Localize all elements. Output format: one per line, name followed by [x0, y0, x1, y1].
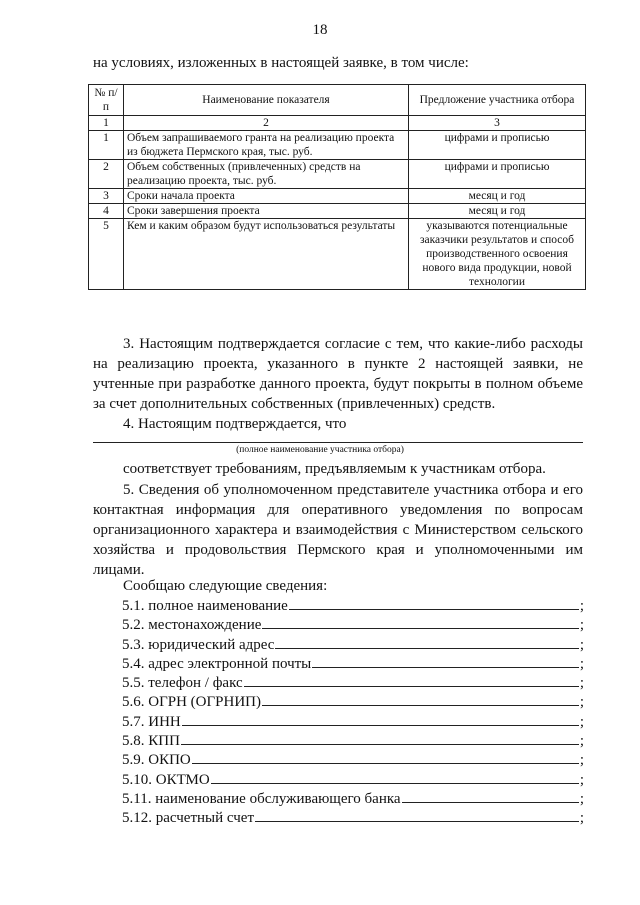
page-number: 18 [312, 22, 328, 38]
table-header-row [89, 85, 586, 116]
field-end: ; [579, 771, 584, 788]
field-inn[interactable] [122, 712, 584, 731]
field-email[interactable] [122, 654, 584, 673]
field-kpp[interactable] [122, 731, 584, 750]
field-line[interactable] [275, 635, 578, 649]
row-indicator: Объем собственных (привлеченных) средств на реализацию проекта, тыс. руб. [124, 160, 409, 189]
row-number: 5 [89, 219, 124, 290]
table-row [89, 160, 586, 189]
table-row [89, 219, 586, 290]
field-label: 5.6. ОГРН (ОГРНИП) [122, 694, 262, 711]
field-full-name[interactable] [122, 596, 584, 615]
field-end: ; [579, 617, 584, 634]
colnum-2: 2 [124, 116, 409, 131]
field-end: ; [579, 598, 584, 614]
participant-name-caption: (полное наименование участника отбора) [236, 445, 404, 455]
field-okpo[interactable] [122, 750, 584, 769]
paragraph-5: 5. Сведения об уполномоченном представителе участника отбора и его контактная информация для оперативного уведомления по вопросам организационного характера и взаимодействия с Министерством сельского хозяйства и продовольствия Пермского края и уполномоченными им лицами. [93, 482, 583, 578]
field-label: 5.5. телефон / факс [122, 675, 243, 692]
row-indicator: Сроки начала проекта [124, 189, 409, 204]
contact-fields [122, 596, 584, 828]
field-line[interactable] [262, 615, 578, 629]
field-legal-address[interactable] [122, 635, 584, 654]
row-proposal: месяц и год [409, 189, 586, 204]
field-line[interactable] [181, 731, 579, 745]
row-proposal: месяц и год [409, 204, 586, 219]
field-label: 5.7. ИНН [122, 713, 181, 730]
field-end: ; [579, 790, 584, 807]
field-line[interactable] [262, 692, 579, 706]
row-number: 2 [89, 160, 124, 189]
field-oktmo[interactable] [122, 770, 584, 789]
row-proposal: указываются потенциальные заказчики результатов и способ производственного освоения нового вида продукции, новой технологии [409, 219, 586, 290]
table-row [89, 204, 586, 219]
row-proposal: цифрами и прописью [409, 131, 586, 160]
field-end: ; [579, 675, 584, 692]
row-number: 4 [89, 204, 124, 219]
info-intro: Сообщаю следующие сведения: [123, 578, 328, 594]
field-end: ; [579, 694, 584, 711]
field-bank-name[interactable] [122, 789, 584, 808]
field-end: ; [579, 636, 584, 653]
field-line[interactable] [255, 808, 579, 822]
paragraph-4: 4. Настоящим подтверждается, что [123, 416, 347, 432]
field-ogrn[interactable] [122, 692, 584, 711]
field-line[interactable] [244, 673, 579, 687]
row-number: 3 [89, 189, 124, 204]
field-phone-fax[interactable] [122, 673, 584, 692]
field-line[interactable] [182, 712, 579, 726]
header-indicator: Наименование показателя [124, 85, 409, 116]
row-indicator: Сроки завершения проекта [124, 204, 409, 219]
field-end: ; [579, 655, 584, 672]
field-label: 5.2. местонахождение [122, 617, 262, 634]
indicators-table [88, 84, 586, 290]
header-proposal: Предложение участника отбора [409, 85, 586, 116]
table-row [89, 131, 586, 160]
field-end: ; [579, 810, 584, 827]
field-label: 5.11. наименование обслуживающего банка [122, 790, 401, 807]
field-end: ; [579, 713, 584, 730]
row-proposal: цифрами и прописью [409, 160, 586, 189]
header-number: № п/п [89, 85, 124, 116]
paragraph-4-continued: соответствует требованиям, предъявляемым к участникам отбора. [123, 461, 546, 477]
field-label: 5.12. расчетный счет [122, 810, 255, 827]
row-indicator: Кем и каким образом будут использоваться результаты [124, 219, 409, 290]
field-label: 5.4. адрес электронной почты [122, 655, 312, 672]
colnum-3: 3 [409, 116, 586, 131]
field-label: 5.3. юридический адрес [122, 636, 275, 653]
participant-name-line [93, 442, 583, 443]
field-line[interactable] [402, 789, 579, 803]
field-label: 5.9. ОКПО [122, 752, 191, 769]
field-line[interactable] [312, 654, 579, 668]
colnum-1: 1 [89, 116, 124, 131]
field-location[interactable] [122, 615, 584, 634]
row-indicator: Объем запрашиваемого гранта на реализацию проекта из бюджета Пермского края, тыс. руб. [124, 131, 409, 160]
field-account[interactable] [122, 808, 584, 827]
field-line[interactable] [289, 596, 579, 610]
table-colnum-row [89, 116, 586, 131]
field-end: ; [579, 752, 584, 769]
paragraph-3: 3. Настоящим подтверждается согласие с тем, что какие-либо расходы на реализацию проекта, указанного в пункте 2 настоящей заявки, не учтенные при разработке данного проекта, будут покрыты в полном объеме за счет дополнительных собственных (привлеченных) средств. [93, 336, 583, 412]
field-label: 5.1. полное наименование [122, 598, 288, 614]
field-line[interactable] [192, 750, 579, 764]
table-row [89, 189, 586, 204]
field-line[interactable] [211, 770, 579, 784]
row-number: 1 [89, 131, 124, 160]
field-label: 5.10. ОКТМО [122, 771, 210, 788]
field-end: ; [579, 733, 584, 750]
intro-text: на условиях, изложенных в настоящей заявке, в том числе: [93, 55, 469, 71]
field-label: 5.8. КПП [122, 733, 180, 750]
